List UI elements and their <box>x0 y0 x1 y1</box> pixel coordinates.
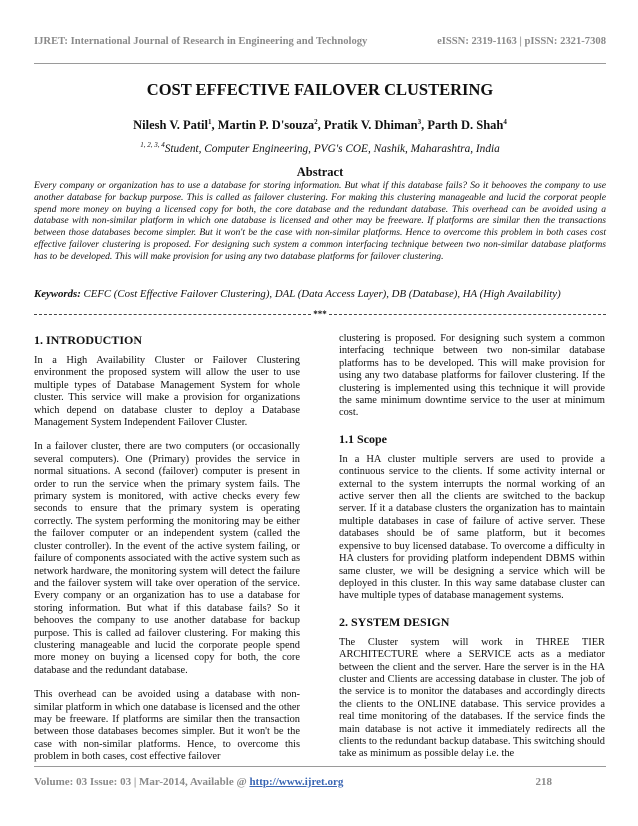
author-name: Parth D. Shah <box>427 118 504 133</box>
affiliation-text: Student, Computer Engineering, PVG's COE, Nashik, Maharashtra, India <box>164 142 500 155</box>
author-name: Martin P. D'souza <box>217 118 315 133</box>
keywords-line <box>34 288 606 300</box>
system-design-paragraph: The Cluster system will work in THREE TIER ARCHITECTURE where a SERVICE acts as a mediator between the client and the server. Hare the server is in the HA cluster and Clients are accessing database in cluster. The job of the service is to monitor the databases and accordingly directs the clients to the ONLINE database. This service provides a real time monitoring of the databases. If the service finds the main database is not active it immediately redirects all the clients to the redundant backup database. This switching should take as minimum as possible delay i.e. the <box>339 636 605 760</box>
section-separator <box>34 308 606 320</box>
scope-paragraph: In a HA cluster multiple servers are used to provide a continuous service to the clients. If some activity internal or external to the system interrupts the normal working of an active server then all the clients are switched to the backup server. If it a database clusters the organization has to maintain multiple databases in case of failure of active server. These databases should be of same platform, but it becomes expensive to buy licensed database. To overcome a difficulty in HA clusters for providing platform independent DBMS within same cluster, we will be designing a service which will be deployed in this cluster. In this way same database cluster can have multiple types of database management systems. <box>339 453 605 602</box>
author-list: Nilesh V. Patil$^1$, Martin P. D'souza$^2$, Pratik V. Dhiman$^3$, Parth D. Shah$^4$ <box>133 118 507 133</box>
paper-title: COST EFFECTIVE FAILOVER CLUSTERING <box>146 80 494 99</box>
separator-stars: *** <box>313 309 327 319</box>
page-number: 218 <box>535 776 552 788</box>
scope-heading: 1.1 Scope <box>339 431 387 446</box>
footer-volume: Volume: 03 Issue: 03 | Mar-2014, Available @ http://www.ijret.org <box>34 776 344 788</box>
abstract-text: Every company or organization has to use a database for storing information. But what if this database fails? So it behooves the company to use another database for backup purpose. This is called as failover clustering. For making this clustering manageable and lucid the corporat people spend more money on buying a licensed copy for both, the core database and the redundant database. This overhead can be avoided using a database with non-similar platform in which one database is licensed and other may be freeware. If platforms are similar then the transactions between those databases become simpler. But it won't be the case with non-similar platforms. Hence to overcome this problem in both cases cost effective failover clustering is proposed. For designing such system a common interfacing technique between two non-similar database platforms has to be developed. This will make provision for using any two database platforms for failover clustering. <box>34 180 606 262</box>
affiliation-sup: 1, 2, 3, 4 <box>140 141 165 149</box>
footer-rule <box>34 766 606 767</box>
author-name: Nilesh V. Patil <box>133 118 208 133</box>
affiliation <box>34 141 606 155</box>
author-sup: 4 <box>503 118 507 126</box>
author-sup: 2 <box>314 118 318 126</box>
intro-paragraph: This overhead can be avoided using a database with non-similar platform in which one database is licensed and the other may be freeware. If platforms are similar then the transaction between those databases becomes simpler. But it won't be the case with non-similar platforms. Hence, to overcome this problem in both cases, cost effective failover <box>34 689 300 763</box>
journal-name: IJRET: International Journal of Research in Engineering and Technology <box>34 36 368 47</box>
journal-url-link[interactable]: http://www.ijret.org <box>249 776 344 788</box>
right-column <box>339 333 605 773</box>
author-sup: 1 <box>208 118 212 126</box>
author-sup: 3 <box>417 118 422 126</box>
keywords-label: Keywords: <box>34 288 81 300</box>
intro-continuation: clustering is proposed. For designing such system a common interfacing technique between two non-similar database platforms has to be developed. This will make provision for using any two database platforms for failover clustering. If the clustering is implemented using this technique it will provide the same minimum downtime service to the user at minimum cost. <box>339 333 605 419</box>
introduction-heading: 1. INTRODUCTION <box>34 333 143 347</box>
abstract-heading: Abstract <box>296 165 344 179</box>
intro-paragraph: In a High Availability Cluster or Failover Clustering environment the proposed system will allow the user to use multiple types of Database Management System for whole cluster. This service will make a provision for organizations which depend on database cluster to deploy a Database Management System Independent Failover Cluster. <box>34 355 300 429</box>
issn-info: eISSN: 2319-1163 | pISSN: 2321-7308 <box>437 36 606 47</box>
page-footer <box>34 776 552 788</box>
running-header <box>34 36 606 47</box>
intro-paragraph: In a failover cluster, there are two computers (or occasionally several computers). One (Primary) provides the service in normal situations. A second (failover) computer is present in order to run the service when the primary system fails. The primary system is monitored, with active checks every few seconds to ensure that the primary system is operating correctly. The system performing the monitoring may be either the failover computer or an independent system (called the cluster controller). In the event of the active system failing, or failure of components associated with the active system such as network hardware, the monitoring system will detect the failure and the failover system will take over operation of the service. Every company or an organization has to use a database for storing information. But what if this database fails? So it behooves the company to use another database for backup purpose. This is called ad failover clustering. For making this clustering manageable and lucid the corporate people spend more money on buying a licensed copy for both, the core database and the redundant database. <box>34 441 300 676</box>
system-design-heading: 2. SYSTEM DESIGN <box>339 614 450 629</box>
header-rule <box>34 63 606 64</box>
keywords-text: CEFC (Cost Effective Failover Clustering), DAL (Data Access Layer), DB (Database), HA (High Availability) <box>83 288 561 300</box>
left-column <box>34 333 300 776</box>
author-name: Pratik V. Dhiman <box>323 118 418 133</box>
